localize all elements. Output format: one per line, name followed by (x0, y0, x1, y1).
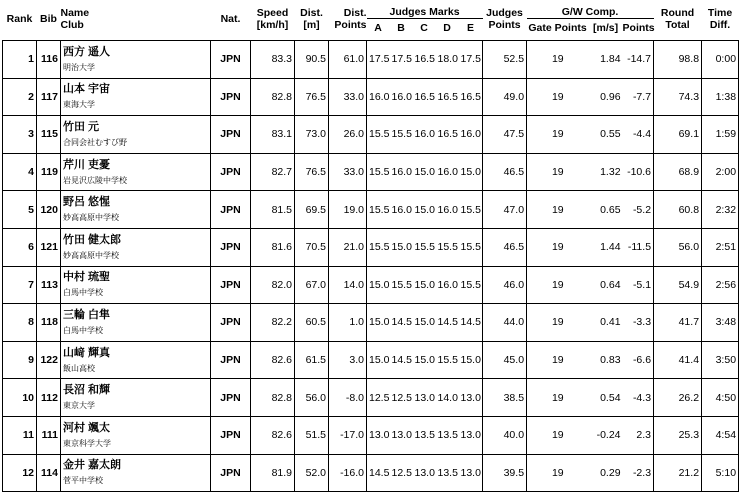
wind-points-cell: -3.3 (623, 304, 654, 342)
judge-b-cell: 17.5 (390, 41, 413, 79)
judge-c-cell: 13.0 (413, 454, 436, 492)
col-time-diff-2: Diff. (709, 18, 731, 31)
dist-cell: 76.5 (295, 153, 329, 191)
col-judge-b: B (397, 22, 405, 34)
rank-cell: 11 (3, 416, 37, 454)
athlete-name: 竹田 健太郎 (63, 233, 122, 246)
round-total-cell: 68.9 (654, 153, 702, 191)
rank-cell: 1 (3, 41, 37, 79)
athlete-name: 西方 遥人 (63, 45, 111, 58)
athlete-cell (61, 228, 211, 266)
wind-points-cell: -7.7 (623, 78, 654, 116)
judge-a-cell: 12.5 (367, 379, 390, 417)
bib-cell: 118 (37, 304, 61, 342)
athlete-cell (61, 191, 211, 229)
judge-c-cell: 15.0 (413, 304, 436, 342)
bib-cell: 111 (37, 416, 61, 454)
athlete-club: 岩見沢広陵中学校 (63, 175, 127, 185)
nat-cell: JPN (211, 228, 251, 266)
dist-points-cell: -17.0 (329, 416, 367, 454)
gate-points-cell: 19 (527, 153, 589, 191)
round-total-cell: 74.3 (654, 78, 702, 116)
judges-points-cell: 44.0 (483, 304, 527, 342)
nat-cell: JPN (211, 153, 251, 191)
dist-points-cell: -8.0 (329, 379, 367, 417)
athlete-name: 山﨑 輝真 (63, 346, 111, 359)
time-diff-cell: 5:10 (702, 454, 739, 492)
judge-d-cell: 18.0 (436, 41, 459, 79)
time-diff-cell: 1:38 (702, 78, 739, 116)
table-row (3, 416, 739, 454)
athlete-club: 合同会社むすび野 (63, 137, 127, 147)
rank-cell: 6 (3, 228, 37, 266)
judge-d-cell: 16.5 (436, 116, 459, 154)
gate-points-cell: 19 (527, 116, 589, 154)
wind-points-cell: -5.1 (623, 266, 654, 304)
judge-d-cell: 15.5 (436, 228, 459, 266)
judge-a-cell: 15.0 (367, 266, 390, 304)
dist-cell: 60.5 (295, 304, 329, 342)
col-dist-unit: [m] (303, 18, 320, 31)
bib-cell: 122 (37, 341, 61, 379)
wind-points-cell: -11.5 (623, 228, 654, 266)
dist-cell: 67.0 (295, 266, 329, 304)
judge-d-cell: 16.0 (436, 266, 459, 304)
results-table (2, 4, 739, 492)
col-judge-d: D (443, 22, 451, 34)
athlete-cell (61, 116, 211, 154)
dist-points-cell: 33.0 (329, 78, 367, 116)
ms-cell: 1.44 (589, 228, 623, 266)
nat-cell: JPN (211, 341, 251, 379)
table-row (3, 41, 739, 79)
athlete-club: 白馬中学校 (63, 325, 103, 335)
judge-a-cell: 16.0 (367, 78, 390, 116)
round-total-cell: 56.0 (654, 228, 702, 266)
time-diff-cell: 4:54 (702, 416, 739, 454)
col-judge-c: C (420, 22, 428, 34)
athlete-name: 長沼 和輝 (63, 384, 111, 397)
time-diff-cell: 3:48 (702, 304, 739, 342)
gate-points-cell: 19 (527, 191, 589, 229)
nat-cell: JPN (211, 266, 251, 304)
athlete-cell (61, 78, 211, 116)
ms-cell: 1.32 (589, 153, 623, 191)
col-dist-points-1: Dist. (343, 6, 367, 19)
athlete-club: 明治大学 (63, 62, 95, 72)
judges-points-cell: 45.0 (483, 341, 527, 379)
judge-c-cell: 16.0 (413, 116, 436, 154)
judge-e-cell: 13.0 (459, 379, 483, 417)
rank-cell: 8 (3, 304, 37, 342)
bib-cell: 119 (37, 153, 61, 191)
judge-a-cell: 17.5 (367, 41, 390, 79)
wind-points-cell: -6.6 (623, 341, 654, 379)
athlete-name: 中村 琉聖 (63, 271, 111, 284)
judges-points-cell: 52.5 (483, 41, 527, 79)
ms-cell: 0.83 (589, 341, 623, 379)
judges-points-cell: 46.5 (483, 228, 527, 266)
col-wind-points: Points (622, 22, 655, 34)
athlete-cell (61, 266, 211, 304)
athlete-name: 金井 嘉太朗 (63, 459, 122, 472)
judge-d-cell: 16.0 (436, 191, 459, 229)
round-total-cell: 26.2 (654, 379, 702, 417)
nat-cell: JPN (211, 416, 251, 454)
dist-cell: 51.5 (295, 416, 329, 454)
judge-b-cell: 13.0 (390, 416, 413, 454)
judge-b-cell: 16.0 (390, 78, 413, 116)
bib-cell: 113 (37, 266, 61, 304)
col-name: Name (60, 6, 90, 19)
col-club: Club (60, 18, 84, 31)
judge-d-cell: 14.0 (436, 379, 459, 417)
athlete-club: 東海大学 (63, 100, 95, 110)
dist-cell: 52.0 (295, 454, 329, 492)
judge-d-cell: 16.5 (436, 78, 459, 116)
nat-cell: JPN (211, 78, 251, 116)
bib-cell: 114 (37, 454, 61, 492)
round-total-cell: 69.1 (654, 116, 702, 154)
col-gate-points: Gate Points (528, 22, 587, 34)
athlete-cell (61, 41, 211, 79)
gate-points-cell: 19 (527, 454, 589, 492)
nat-cell: JPN (211, 191, 251, 229)
judge-a-cell: 15.5 (367, 191, 390, 229)
speed-cell: 82.8 (251, 78, 295, 116)
judge-d-cell: 16.0 (436, 153, 459, 191)
judge-a-cell: 15.5 (367, 228, 390, 266)
dist-cell: 70.5 (295, 228, 329, 266)
athlete-name: 芹川 吏憂 (63, 158, 111, 171)
athlete-club: 妙高高原中学校 (63, 213, 119, 223)
gate-points-cell: 19 (527, 266, 589, 304)
dist-cell: 76.5 (295, 78, 329, 116)
judge-b-cell: 14.5 (390, 341, 413, 379)
rank-cell: 5 (3, 191, 37, 229)
table-header (3, 4, 739, 41)
athlete-club: 東京科学大学 (63, 438, 111, 448)
judges-points-cell: 49.0 (483, 78, 527, 116)
round-total-cell: 25.3 (654, 416, 702, 454)
round-total-cell: 41.7 (654, 304, 702, 342)
col-dist: Dist. (300, 6, 323, 19)
time-diff-cell: 1:59 (702, 116, 739, 154)
dist-points-cell: 3.0 (329, 341, 367, 379)
judge-a-cell: 15.0 (367, 341, 390, 379)
athlete-club: 白馬中学校 (63, 288, 103, 298)
speed-cell: 82.7 (251, 153, 295, 191)
speed-cell: 81.5 (251, 191, 295, 229)
judge-b-cell: 14.5 (390, 304, 413, 342)
judges-points-cell: 38.5 (483, 379, 527, 417)
rank-cell: 7 (3, 266, 37, 304)
speed-cell: 81.9 (251, 454, 295, 492)
table-row (3, 304, 739, 342)
time-diff-cell: 0:00 (702, 41, 739, 79)
dist-cell: 61.5 (295, 341, 329, 379)
judge-b-cell: 16.0 (390, 191, 413, 229)
dist-points-cell: 1.0 (329, 304, 367, 342)
dist-points-cell: 21.0 (329, 228, 367, 266)
dist-cell: 73.0 (295, 116, 329, 154)
judges-points-cell: 47.0 (483, 191, 527, 229)
rank-cell: 4 (3, 153, 37, 191)
dist-points-cell: 26.0 (329, 116, 367, 154)
col-rank: Rank (6, 13, 33, 25)
col-judge-e: E (467, 22, 475, 34)
dist-cell: 69.5 (295, 191, 329, 229)
wind-points-cell: -5.2 (623, 191, 654, 229)
col-dist-points-2: Points (334, 18, 367, 31)
judge-b-cell: 16.0 (390, 153, 413, 191)
athlete-name: 山本 宇宙 (63, 83, 111, 96)
table-row (3, 266, 739, 304)
judge-d-cell: 14.5 (436, 304, 459, 342)
judges-points-cell: 39.5 (483, 454, 527, 492)
table-row (3, 454, 739, 492)
time-diff-cell: 2:32 (702, 191, 739, 229)
table-row (3, 379, 739, 417)
athlete-cell (61, 379, 211, 417)
wind-points-cell: -14.7 (623, 41, 654, 79)
col-speed-unit: [km/h] (256, 18, 289, 31)
col-bib: Bib (40, 13, 57, 25)
judge-b-cell: 15.0 (390, 228, 413, 266)
judge-b-cell: 15.5 (390, 116, 413, 154)
judge-d-cell: 13.5 (436, 454, 459, 492)
ms-cell: 0.65 (589, 191, 623, 229)
wind-points-cell: 2.3 (623, 416, 654, 454)
bib-cell: 112 (37, 379, 61, 417)
judge-c-cell: 16.5 (413, 78, 436, 116)
rank-cell: 12 (3, 454, 37, 492)
athlete-name: 竹田 元 (63, 120, 100, 133)
speed-cell: 83.1 (251, 116, 295, 154)
judge-d-cell: 13.5 (436, 416, 459, 454)
col-round-total-1: Round (660, 6, 695, 19)
nat-cell: JPN (211, 41, 251, 79)
col-judges-points-2: Points (488, 18, 521, 31)
athlete-cell (61, 153, 211, 191)
ms-cell: 0.96 (589, 78, 623, 116)
speed-cell: 83.3 (251, 41, 295, 79)
gate-points-cell: 19 (527, 41, 589, 79)
rank-cell: 2 (3, 78, 37, 116)
time-diff-cell: 4:50 (702, 379, 739, 417)
time-diff-cell: 2:51 (702, 228, 739, 266)
rank-cell: 10 (3, 379, 37, 417)
nat-cell: JPN (211, 454, 251, 492)
gate-points-cell: 19 (527, 78, 589, 116)
table-row (3, 341, 739, 379)
judge-c-cell: 13.0 (413, 379, 436, 417)
time-diff-cell: 2:00 (702, 153, 739, 191)
round-total-cell: 21.2 (654, 454, 702, 492)
athlete-club: 菅平中学校 (63, 476, 103, 486)
judges-points-cell: 46.0 (483, 266, 527, 304)
table-row (3, 228, 739, 266)
gate-points-cell: 19 (527, 379, 589, 417)
col-round-total-2: Total (665, 18, 690, 31)
judge-b-cell: 12.5 (390, 379, 413, 417)
judge-e-cell: 14.5 (459, 304, 483, 342)
col-time-diff-1: Time (707, 6, 733, 19)
rank-cell: 3 (3, 116, 37, 154)
judge-b-cell: 12.5 (390, 454, 413, 492)
nat-cell: JPN (211, 379, 251, 417)
ms-cell: 0.54 (589, 379, 623, 417)
bib-cell: 120 (37, 191, 61, 229)
judge-e-cell: 15.0 (459, 153, 483, 191)
wind-points-cell: -10.6 (623, 153, 654, 191)
bib-cell: 117 (37, 78, 61, 116)
ms-cell: 0.29 (589, 454, 623, 492)
judge-c-cell: 15.0 (413, 266, 436, 304)
athlete-name: 三輪 白隼 (63, 308, 111, 321)
col-gw-comp: G/W Comp. (527, 4, 654, 19)
judge-c-cell: 15.0 (413, 341, 436, 379)
rank-cell: 9 (3, 341, 37, 379)
ms-cell: -0.24 (589, 416, 623, 454)
judge-e-cell: 15.5 (459, 228, 483, 266)
speed-cell: 82.6 (251, 341, 295, 379)
dist-points-cell: -16.0 (329, 454, 367, 492)
athlete-cell (61, 454, 211, 492)
judge-c-cell: 13.5 (413, 416, 436, 454)
dist-cell: 56.0 (295, 379, 329, 417)
bib-cell: 121 (37, 228, 61, 266)
judges-points-cell: 46.5 (483, 153, 527, 191)
gate-points-cell: 19 (527, 416, 589, 454)
col-judges-points-1: Judges (486, 6, 523, 19)
round-total-cell: 60.8 (654, 191, 702, 229)
judge-e-cell: 13.0 (459, 454, 483, 492)
dist-points-cell: 14.0 (329, 266, 367, 304)
round-total-cell: 54.9 (654, 266, 702, 304)
bib-cell: 115 (37, 116, 61, 154)
athlete-club: 飯山高校 (63, 363, 95, 373)
dist-cell: 90.5 (295, 41, 329, 79)
col-nat: Nat. (220, 13, 241, 25)
round-total-cell: 98.8 (654, 41, 702, 79)
athlete-cell (61, 304, 211, 342)
judge-e-cell: 16.0 (459, 116, 483, 154)
speed-cell: 82.2 (251, 304, 295, 342)
wind-points-cell: -4.3 (623, 379, 654, 417)
col-ms: [m/s] (592, 22, 619, 34)
judge-a-cell: 15.0 (367, 304, 390, 342)
judge-e-cell: 17.5 (459, 41, 483, 79)
table-row (3, 191, 739, 229)
athlete-name: 野呂 悠惺 (63, 196, 111, 209)
gate-points-cell: 19 (527, 228, 589, 266)
judge-a-cell: 15.5 (367, 116, 390, 154)
judge-e-cell: 16.5 (459, 78, 483, 116)
athlete-club: 東京大学 (63, 401, 95, 411)
athlete-cell (61, 341, 211, 379)
judge-e-cell: 15.5 (459, 191, 483, 229)
judge-c-cell: 15.5 (413, 228, 436, 266)
results-body (3, 41, 739, 492)
nat-cell: JPN (211, 304, 251, 342)
judge-c-cell: 15.0 (413, 191, 436, 229)
judge-c-cell: 15.0 (413, 153, 436, 191)
judge-e-cell: 15.0 (459, 341, 483, 379)
speed-cell: 82.0 (251, 266, 295, 304)
wind-points-cell: -4.4 (623, 116, 654, 154)
judge-a-cell: 15.5 (367, 153, 390, 191)
athlete-club: 妙高高原中学校 (63, 250, 119, 260)
judge-c-cell: 16.5 (413, 41, 436, 79)
table-row (3, 153, 739, 191)
col-judges-marks: Judges Marks (367, 4, 483, 19)
gate-points-cell: 19 (527, 341, 589, 379)
judges-points-cell: 40.0 (483, 416, 527, 454)
ms-cell: 0.55 (589, 116, 623, 154)
speed-cell: 82.6 (251, 416, 295, 454)
col-judge-a: A (374, 22, 382, 34)
speed-cell: 81.6 (251, 228, 295, 266)
judge-e-cell: 15.5 (459, 266, 483, 304)
gate-points-cell: 19 (527, 304, 589, 342)
wind-points-cell: -2.3 (623, 454, 654, 492)
judge-e-cell: 13.0 (459, 416, 483, 454)
col-speed: Speed (256, 6, 289, 19)
ms-cell: 1.84 (589, 41, 623, 79)
ms-cell: 0.41 (589, 304, 623, 342)
dist-points-cell: 33.0 (329, 153, 367, 191)
table-row (3, 78, 739, 116)
ms-cell: 0.64 (589, 266, 623, 304)
judge-d-cell: 15.5 (436, 341, 459, 379)
nat-cell: JPN (211, 116, 251, 154)
time-diff-cell: 2:56 (702, 266, 739, 304)
athlete-name: 河村 颯太 (63, 421, 111, 434)
speed-cell: 82.8 (251, 379, 295, 417)
judges-points-cell: 47.5 (483, 116, 527, 154)
bib-cell: 116 (37, 41, 61, 79)
athlete-cell (61, 416, 211, 454)
judge-a-cell: 14.5 (367, 454, 390, 492)
judge-b-cell: 15.5 (390, 266, 413, 304)
dist-points-cell: 19.0 (329, 191, 367, 229)
dist-points-cell: 61.0 (329, 41, 367, 79)
round-total-cell: 41.4 (654, 341, 702, 379)
table-row (3, 116, 739, 154)
time-diff-cell: 3:50 (702, 341, 739, 379)
judge-a-cell: 13.0 (367, 416, 390, 454)
